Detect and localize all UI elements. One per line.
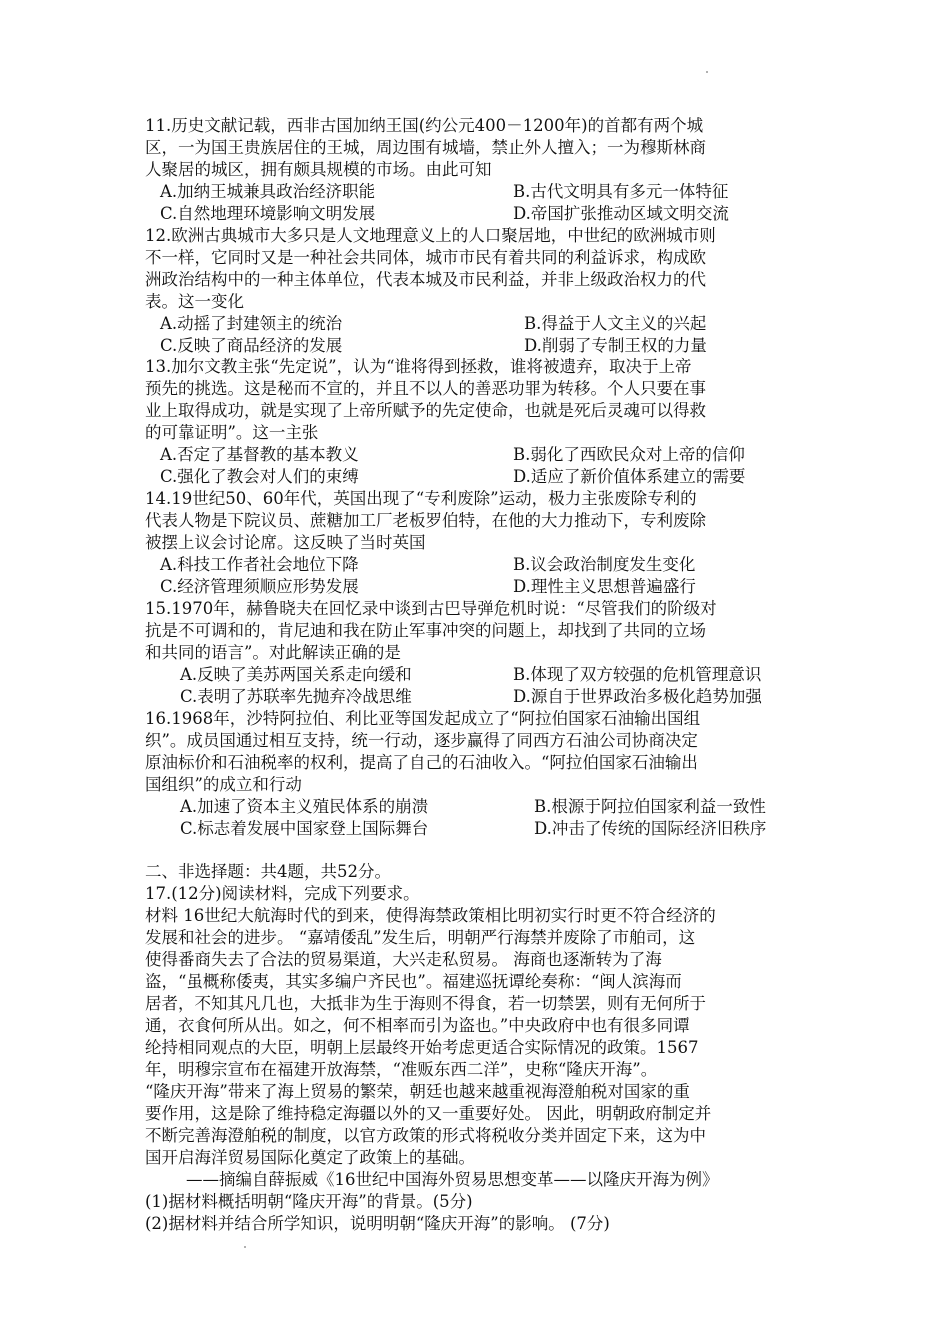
option-c: C.反映了商品经济的发展 — [160, 336, 343, 355]
question-line: 14.19世纪50、60年代，英国出现了“专利废除”运动，极力主张废除专利的 — [145, 489, 697, 508]
page-speck-bottom — [244, 1246, 246, 1248]
material-line: “隆庆开海”带来了海上贸易的繁荣，朝廷也越来越重视海澄舶税对国家的重 — [145, 1082, 690, 1101]
question-line: 预先的挑选。这是秘而不宣的，并且不以人的善恶功罪为转移。个人只要在事 — [145, 379, 706, 398]
question-line: 13.加尔文教主张“先定说”，认为“谁将得到拯救，谁将被遗弃，取决于上帝 — [145, 357, 692, 376]
question-line: 12.欧洲古典城市大多只是人文地理意义上的人口聚居地，中世纪的欧洲城市则 — [145, 226, 716, 245]
option-c: C.经济管理须顺应形势发展 — [160, 577, 359, 596]
material-line: 要作用，这是除了维持稳定海疆以外的又一重要好处。 因此，明朝政府制定并 — [145, 1104, 712, 1123]
question-line: 洲政治结构中的一种主体单位，代表本城及市民利益，并非上级政治权力的代 — [145, 270, 706, 289]
option-a: A.动摇了封建领主的统治 — [160, 314, 343, 333]
material-line: 盗，“虽概称倭夷，其实多编户齐民也”。福建巡抚谭纶奏称：“闽人滨海而 — [145, 972, 682, 991]
option-c: C.标志着发展中国家登上国际舞台 — [180, 819, 429, 838]
option-d: D.帝国扩张推动区域文明交流 — [513, 204, 729, 223]
material-line: 材料 16世纪大航海时代的到来，使得海禁政策相比明初实行时更不符合经济的 — [145, 906, 716, 925]
option-d: D.冲击了传统的国际经济旧秩序 — [534, 819, 767, 838]
material-line: 国开启海洋贸易国际化奠定了政策上的基础。 — [145, 1148, 475, 1167]
option-b: B.弱化了西欧民众对上帝的信仰 — [513, 445, 745, 464]
option-b: B.古代文明具有多元一体特征 — [513, 182, 729, 201]
material-source: ——摘编自薛振威《16世纪中国海外贸易思想变革——以隆庆开海为例》 — [186, 1170, 719, 1189]
option-b: B.议会政治制度发生变化 — [513, 555, 696, 574]
question-line: 原油标价和石油税率的权利，提高了自己的石油收入。“阿拉伯国家石油输出 — [145, 753, 698, 772]
option-a: A.加纳王城兼具政治经济职能 — [160, 182, 376, 201]
question-line: 16.1968年，沙特阿拉伯、利比亚等国发起成立了“阿拉伯国家石油输出国组 — [145, 709, 701, 728]
question-line: 织”。成员国通过相互支持，统一行动，逐步赢得了同西方石油公司协商决定 — [145, 731, 698, 750]
question-line: 表。这一变化 — [145, 292, 244, 311]
question-line: 15.1970年，赫鲁晓夫在回忆录中谈到古巴导弹危机时说：“尽管我们的阶级对 — [145, 599, 717, 618]
option-d: D.削弱了专制王权的力量 — [524, 336, 707, 355]
question-line: 业上取得成功，就是实现了上帝所赋予的先定使命，也就是死后灵魂可以得救 — [145, 401, 706, 420]
sub-question-2: (2)据材料并结合所学知识，说明明朝“隆庆开海”的影响。 (7分) — [145, 1214, 610, 1233]
option-d: D.适应了新价值体系建立的需要 — [513, 467, 746, 486]
material-line: 通，衣食何所从出。如之，何不相率而引为盗也。”中央政府中也有很多同谭 — [145, 1016, 690, 1035]
material-line: 不断完善海澄舶税的制度，以官方政策的形式将税收分类并固定下来，这为中 — [145, 1126, 706, 1145]
sub-question-1: (1)据材料概括明朝“隆庆开海”的背景。(5分) — [145, 1192, 473, 1211]
option-a: A.加速了资本主义殖民体系的崩溃 — [180, 797, 429, 816]
material-line: 纶持相同观点的大臣，明朝上层最终开始考虑更适合实际情况的政策。1567 — [145, 1038, 699, 1057]
option-c: C.表明了苏联率先抛弃冷战思维 — [180, 687, 412, 706]
question-line: 不一样，它同时又是一种社会共同体，城市市民有着共同的利益诉求，构成欧 — [145, 248, 706, 267]
option-d: D.理性主义思想普遍盛行 — [513, 577, 696, 596]
question-line: 被摆上议会讨论席。这反映了当时英国 — [145, 533, 426, 552]
question-line: 代表人物是下院议员、蔗糖加工厂老板罗伯特，在他的大力推动下，专利废除 — [145, 511, 706, 530]
material-line: 居者，不知其凡几也，大抵非为生于海则不得食，若一切禁罢，则有无何所于 — [145, 994, 706, 1013]
question-line: 11.历史文献记载，西非古国加纳王国(约公元400－1200年)的首都有两个城 — [145, 116, 704, 135]
material-line: 使得番商失去了合法的贸易渠道，大兴走私贸易。 海商也逐渐转为了海 — [145, 950, 662, 969]
option-a: A.科技工作者社会地位下降 — [160, 555, 359, 574]
option-a: A.反映了美苏两国关系走向缓和 — [180, 665, 412, 684]
question-line: 的可靠证明”。这一主张 — [145, 423, 319, 442]
option-b: B.得益于人文主义的兴起 — [524, 314, 707, 333]
material-line: 发展和社会的进步。 “嘉靖倭乱”发生后，明朝严行海禁并废除了市舶司，这 — [145, 928, 696, 947]
option-d: D.源自于世界政治多极化趋势加强 — [513, 687, 762, 706]
option-b: B.体现了双方较强的危机管理意识 — [513, 665, 762, 684]
question-line: 国组织”的成立和行动 — [145, 775, 302, 794]
page-speck-top — [706, 71, 708, 73]
option-c: C.强化了教会对人们的束缚 — [160, 467, 359, 486]
option-b: B.根源于阿拉伯国家利益一致性 — [534, 797, 766, 816]
material-line: 年，明穆宗宣布在福建开放海禁，“准贩东西二洋”，史称“隆庆开海”。 — [145, 1060, 658, 1079]
option-a: A.否定了基督教的基本教义 — [160, 445, 359, 464]
question-line: 和共同的语言”。对此解读正确的是 — [145, 643, 401, 662]
option-c: C.自然地理环境影响文明发展 — [160, 204, 376, 223]
question-line: 人聚居的城区，拥有颇具规模的市场。由此可知 — [145, 160, 492, 179]
question-17-title: 17.(12分)阅读材料，完成下列要求。 — [145, 884, 420, 903]
question-line: 抗是不可调和的，肯尼迪和我在防止军事冲突的问题上，却找到了共同的立场 — [145, 621, 706, 640]
question-line: 区，一为国王贵族居住的王城，周边围有城墙，禁止外人擅入；一为穆斯林商 — [145, 138, 706, 157]
section-heading: 二、非选择题：共4题，共52分。 — [145, 862, 391, 881]
